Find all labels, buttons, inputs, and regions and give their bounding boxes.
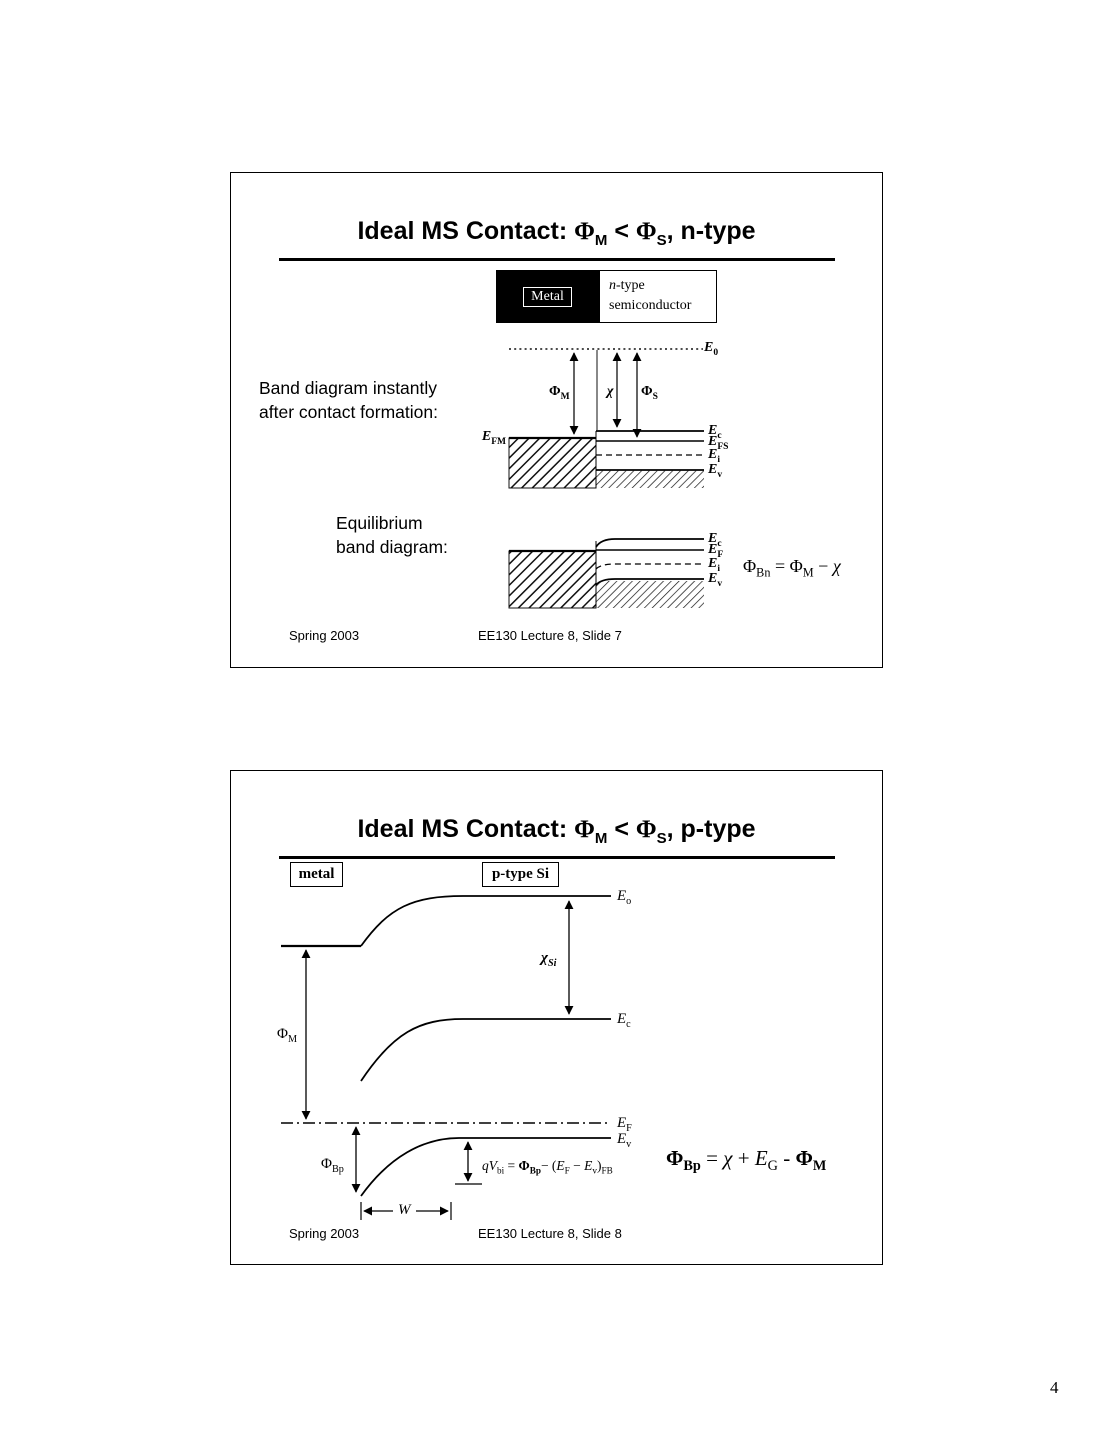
title-phi-m: Φ bbox=[574, 218, 595, 245]
e0-base: E bbox=[704, 340, 714, 355]
f-chi: χ bbox=[723, 1146, 733, 1170]
f-eg-base: E bbox=[754, 1146, 768, 1170]
ef-base: E bbox=[708, 542, 718, 557]
minus: − bbox=[569, 1158, 585, 1173]
footer-semester: Spring 2003 bbox=[289, 1226, 360, 1241]
title-text: Ideal MS Contact: bbox=[357, 217, 575, 245]
label-eo bbox=[617, 888, 631, 905]
label-e0 bbox=[704, 340, 719, 358]
slide-8 bbox=[230, 770, 883, 1265]
label-w: W bbox=[393, 1202, 416, 1219]
ev-sub: v bbox=[717, 469, 723, 480]
page-number: 4 bbox=[1050, 1378, 1059, 1397]
ei-line-eq bbox=[596, 564, 704, 569]
metal-fermi-sea bbox=[509, 438, 596, 488]
ev-sub: v bbox=[626, 1139, 632, 1150]
caption-line: Equilibrium bbox=[336, 513, 423, 533]
caption-line: Band diagram instantly bbox=[259, 378, 438, 398]
phi-m-base: Φ bbox=[549, 384, 561, 399]
fb-sub: FB bbox=[601, 1165, 613, 1176]
ec-line-eq bbox=[596, 539, 704, 547]
ev-sub: v bbox=[592, 1165, 597, 1176]
f-plus: + bbox=[732, 1146, 755, 1170]
label-chi-si bbox=[541, 950, 556, 967]
chi-sub: Si bbox=[547, 958, 557, 969]
label-ei-initial bbox=[708, 447, 720, 465]
bi-sub: bi bbox=[497, 1165, 505, 1176]
ef-sub: F bbox=[717, 549, 724, 560]
phi-m-base: Φ bbox=[277, 1026, 288, 1042]
f-minus: − bbox=[813, 556, 833, 576]
eo-base: E bbox=[617, 888, 627, 904]
f-eq: = bbox=[770, 556, 790, 576]
footer-slide-ref: EE130 Lecture 8, Slide 8 bbox=[478, 1226, 622, 1241]
ev-base: E bbox=[584, 1158, 593, 1173]
ei-sub: i bbox=[717, 563, 720, 574]
semi-n-italic: n bbox=[609, 278, 616, 293]
f-minus: - bbox=[777, 1146, 796, 1170]
label-ei-eq bbox=[708, 556, 720, 574]
ec-sub: c bbox=[626, 1019, 631, 1030]
ec-base: E bbox=[708, 423, 718, 438]
title-phi-m: Φ bbox=[574, 816, 595, 843]
f-eq: = bbox=[700, 1146, 724, 1170]
ev-base: E bbox=[617, 1131, 627, 1147]
f-eg-sub: G bbox=[767, 1158, 778, 1175]
minus-paren: − ( bbox=[540, 1158, 557, 1173]
ev-base: E bbox=[708, 462, 718, 477]
ei-base: E bbox=[708, 556, 718, 571]
title-text: Ideal MS Contact: bbox=[357, 815, 575, 843]
semi-type-text: -type bbox=[616, 278, 645, 293]
eo-curve bbox=[361, 896, 611, 946]
label-efm bbox=[469, 429, 506, 447]
ec-base: E bbox=[617, 1011, 627, 1027]
bp-sub: Bp bbox=[529, 1165, 541, 1176]
f-bp-sub: Bp bbox=[683, 1158, 701, 1175]
f-phi2: Φ bbox=[795, 1146, 813, 1170]
semiconductor-label-line2: semiconductor bbox=[609, 298, 692, 313]
title-lt: < bbox=[607, 217, 636, 245]
p-type-si-box-label: p-type Si bbox=[482, 862, 559, 887]
label-phi-m bbox=[277, 1026, 297, 1043]
label-ef bbox=[617, 1115, 632, 1132]
ei-base: E bbox=[708, 447, 718, 462]
title-phi-m-sub: M bbox=[594, 830, 608, 847]
ef-base: E bbox=[556, 1158, 565, 1173]
f-phi: Φ bbox=[743, 556, 757, 576]
phi: Φ bbox=[518, 1158, 530, 1173]
metal-fermi-sea-eq bbox=[509, 551, 596, 608]
chi-base: χ bbox=[541, 950, 548, 966]
efs-base: E bbox=[708, 434, 718, 449]
ev-sub: v bbox=[717, 578, 723, 589]
title-suffix: , p-type bbox=[666, 815, 756, 843]
phi-bp-base: Φ bbox=[321, 1156, 332, 1172]
valence-band-fill bbox=[596, 470, 704, 488]
title-phi-s: Φ bbox=[635, 816, 657, 843]
ec-base: E bbox=[708, 531, 718, 546]
slide-7 bbox=[230, 172, 883, 668]
metal-box-label: metal bbox=[290, 862, 343, 887]
label-ev-eq bbox=[708, 571, 723, 589]
metal-region-label: Metal bbox=[523, 287, 572, 307]
label-phi-s bbox=[641, 384, 658, 402]
band-diagrams-svg bbox=[231, 173, 884, 669]
f-m-sub: M bbox=[812, 1158, 827, 1175]
caption-line: band diagram: bbox=[336, 537, 448, 557]
valence-band-fill-eq bbox=[596, 581, 704, 608]
label-ec bbox=[617, 1011, 631, 1028]
e0-sub: 0 bbox=[713, 347, 719, 358]
ef-base: E bbox=[617, 1115, 627, 1131]
label-chi: χ bbox=[607, 384, 614, 399]
phi-s-base: Φ bbox=[641, 384, 653, 399]
ec-sub: c bbox=[717, 538, 722, 549]
f-chi: χ bbox=[832, 556, 841, 576]
phi-m-sub: M bbox=[560, 391, 570, 402]
title-phi-s-sub: S bbox=[656, 830, 667, 847]
eq: = bbox=[504, 1158, 519, 1173]
efm-base: E bbox=[481, 429, 492, 444]
title-lt: < bbox=[607, 815, 636, 843]
f-phi: Φ bbox=[666, 1146, 684, 1170]
ef-sub: F bbox=[564, 1165, 570, 1176]
formula-phi-bp bbox=[666, 1146, 827, 1175]
title-suffix: , n-type bbox=[666, 217, 756, 245]
title-phi-s: Φ bbox=[635, 218, 657, 245]
efs-sub: FS bbox=[717, 441, 729, 452]
close-paren: ) bbox=[597, 1158, 602, 1173]
label-phi-bp bbox=[321, 1156, 344, 1173]
title-phi-s-sub: S bbox=[656, 232, 667, 249]
phi-m-sub: M bbox=[287, 1034, 298, 1045]
ec-sub: c bbox=[717, 430, 722, 441]
ev-base: E bbox=[708, 571, 718, 586]
ef-sub: F bbox=[626, 1123, 632, 1134]
label-ev-initial bbox=[708, 462, 723, 480]
eo-sub: o bbox=[626, 896, 632, 907]
footer-slide-ref: EE130 Lecture 8, Slide 7 bbox=[478, 628, 622, 643]
efm-sub: FM bbox=[491, 436, 506, 447]
f-phi2: Φ bbox=[789, 556, 803, 576]
qv: qV bbox=[482, 1158, 497, 1173]
f-m-sub: M bbox=[802, 565, 814, 580]
ei-sub: i bbox=[717, 454, 720, 465]
formula-phi-bn bbox=[743, 556, 841, 580]
footer-semester: Spring 2003 bbox=[289, 628, 360, 643]
ec-curve bbox=[361, 1019, 611, 1081]
f-bn-sub: Bn bbox=[756, 565, 771, 580]
label-ev bbox=[617, 1131, 631, 1148]
p-type-band-diagram-svg bbox=[231, 771, 884, 1266]
phi-s-sub: S bbox=[652, 391, 658, 402]
phi-bp-sub: Bp bbox=[331, 1164, 344, 1175]
label-phi-m bbox=[549, 384, 570, 402]
title-phi-m-sub: M bbox=[594, 232, 608, 249]
caption-line: after contact formation: bbox=[259, 402, 438, 422]
qvbi-equation bbox=[482, 1159, 613, 1174]
